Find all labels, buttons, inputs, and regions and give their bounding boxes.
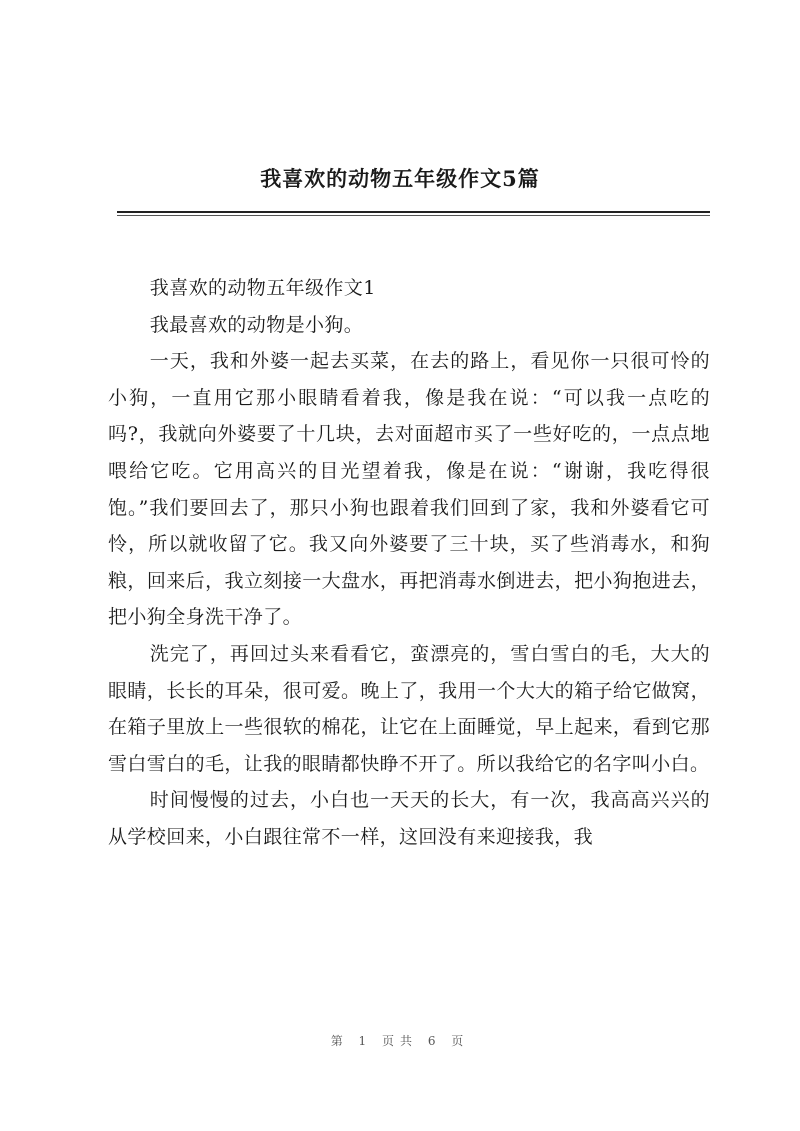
document-body [108,270,710,856]
section-heading: 我喜欢的动物五年级作文1 [149,277,376,299]
page-number-footer: 第 1 页共 6 页 [330,1034,470,1048]
title-divider-thin [117,215,710,216]
paragraph: 洗完了，再回过头来看看它，蛮漂亮的，雪白雪白的毛，大大的眼睛，长长的耳朵，很可爱。晚上了，我用一个大大的箱子给它做窝，在箱子里放上一些很软的棉花，让它在上面睡觉，早上起来，看到它那雪白雪白的毛，让我的眼睛都快睁不开了。所以我给它的名字叫小白。 [108,642,710,775]
paragraph: 我最喜欢的动物是小狗。 [149,313,364,336]
paragraph: 时间慢慢的过去，小白也一天天的长大，有一次，我高高兴兴的从学校回来，小白跟往常不一样，这回没有来迎接我，我 [108,789,710,848]
title-divider [117,211,710,213]
page-title: 我喜欢的动物五年级作文5篇 [260,166,540,191]
paragraph: 一天，我和外婆一起去买菜，在去的路上，看见你一只很可怜的小狗，一直用它那小眼睛看着我，像是我在说：“可以我一点吃的吗?，我就向外婆要了十几块，去对面超市买了一些好吃的，一点点地喂给它吃。它用高兴的目光望着我，像是在说：“谢谢，我吃得很饱。”我们要回去了，那只小狗也跟着我们回到了家，我和外婆看它可怜，所以就收留了它。我又向外婆要了三十块，买了些消毒水，和狗粮，回来后，我立刻接一大盘水，再把消毒水倒进去，把小狗抱进去，把小狗全身洗干净了。 [108,350,710,629]
